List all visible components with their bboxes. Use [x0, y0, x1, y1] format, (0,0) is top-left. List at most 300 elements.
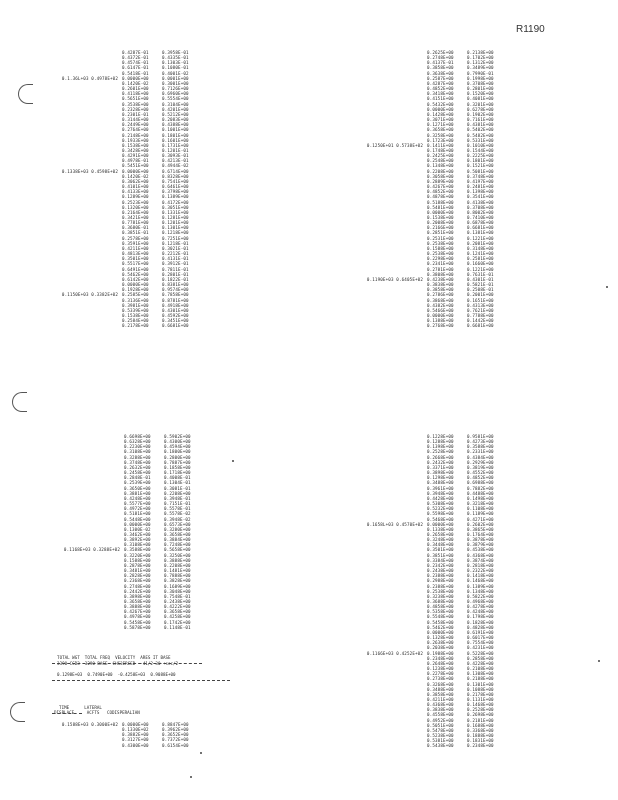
value-col-1: 0.1411E+00	[427, 142, 454, 148]
value-col-2: 0.7858E+00	[162, 292, 189, 298]
value-col-1: 0.1398E+00	[427, 444, 454, 450]
value-col-1: 0.1588E+00	[124, 557, 151, 563]
value-col-1: 0.2548E+00	[427, 158, 454, 164]
summary-header: ARES IT BASE	[140, 655, 171, 660]
value-col-2: 0.3962E+00	[162, 727, 189, 733]
value-col-1: 0.4852E+00	[427, 86, 454, 92]
value-col-2: 0.6681E+00	[467, 323, 494, 329]
value-col-2: 0.2481E+00	[467, 184, 494, 190]
data-row	[122, 743, 189, 748]
value-col-2: 0.4131E-01	[162, 256, 189, 262]
value-col-1: 0.1538E+00	[122, 312, 149, 318]
value-col-2: 0.2581E+00	[467, 256, 494, 262]
value-col-1: 0.7781E+00	[122, 220, 149, 226]
value-col-1: 0.5462E+00	[427, 624, 454, 630]
value-col-2: 0.6960E+00	[162, 91, 189, 97]
value-col-2: 0.1108E+00	[467, 506, 494, 512]
value-col-2: 0.2081E+00	[467, 240, 494, 246]
value-col-2: 0.3489E+00	[467, 65, 494, 71]
value-col-2: 0.9574E+00	[162, 287, 189, 293]
value-col-1: 0.2828E+00	[124, 573, 151, 579]
case-label: 0.1338E+03 0.4598E+02	[61, 168, 118, 174]
value-col-2: 0.7248E+00	[164, 542, 191, 548]
value-col-1: 0.4852E+00	[427, 189, 454, 195]
value-col-1: 0.3448E+00	[427, 542, 454, 548]
value-col-2: 0.7882E+00	[467, 485, 494, 491]
summary-subheader: 3290 BASE	[84, 661, 108, 666]
table2-header: ACFTS	[86, 710, 100, 715]
value-col-2: 0.2528E+00	[467, 707, 494, 713]
value-col-2: 0.8781E+00	[162, 297, 189, 303]
summary-value: 0.9088E+00	[150, 672, 176, 677]
value-col-2: 0.8847E+00	[162, 722, 189, 727]
value-col-2: 0.6878E+00	[467, 220, 494, 226]
summary-subheader: -41/2 30 +sec/2	[140, 661, 179, 666]
value-col-1: 0.3481E+00	[124, 568, 151, 574]
value-col-2: 0.4271E+00	[467, 516, 494, 522]
value-col-2: 0.4384E+00	[467, 454, 494, 460]
value-col-2: 0.3958E-01	[162, 50, 189, 55]
value-col-2: 0.3093E-01	[162, 153, 189, 159]
value-col-2: 0.2800E+00	[164, 454, 191, 460]
value-col-2: 0.4918E+00	[162, 302, 189, 308]
value-col-2: 0.9581E+00	[467, 434, 494, 439]
value-col-2: 0.4197E+00	[467, 178, 494, 184]
speck	[606, 286, 608, 288]
value-col-1: 0.3238E+00	[427, 593, 454, 599]
value-col-1: 0.4878E+00	[427, 194, 454, 200]
value-col-1: 0.1289E+00	[122, 194, 149, 200]
value-col-1: 0.1723E+00	[427, 137, 454, 143]
value-col-2: 0.4301E-01	[467, 276, 494, 282]
speck	[200, 752, 202, 754]
value-col-1: 0.2531E+00	[427, 235, 454, 241]
value-col-2: 0.3652E+00	[162, 732, 189, 738]
value-col-1: 0.5051E+00	[427, 722, 454, 728]
value-col-1: 0.2578E+00	[122, 235, 149, 241]
value-col-2: 0.6714E+00	[162, 168, 189, 174]
value-col-2: 0.1442E+00	[467, 318, 494, 324]
value-col-1: 0.0000E+00	[427, 521, 454, 527]
value-col-2: 0.3948E-01	[164, 495, 191, 501]
value-col-1: 0.0000E+00	[122, 75, 149, 81]
value-col-1: 0.2038E+00	[427, 645, 454, 651]
summary-values	[52, 667, 176, 677]
value-col-1: 0.2538E+00	[427, 251, 454, 257]
value-col-2: 0.7251E+00	[162, 235, 189, 241]
value-col-1: 0.6142E+00	[122, 276, 149, 282]
value-col-2: 0.2208E+00	[164, 562, 191, 568]
value-col-2: 0.5578E-01	[164, 506, 191, 512]
value-col-1: 0.1388E+00	[427, 318, 454, 324]
value-col-2: 0.1389E+00	[467, 583, 494, 589]
value-col-1: 0.5458E+00	[124, 619, 151, 625]
value-col-1: 0.3650E+00	[124, 485, 151, 491]
value-col-2: 0.3048E+00	[164, 588, 191, 594]
value-col-1: 0.2538E+00	[427, 588, 454, 594]
value-col-1: 0.3062E+00	[122, 178, 149, 184]
value-col-2: 0.1080E-01	[162, 65, 189, 71]
value-col-1: 0.4267E+00	[427, 184, 454, 190]
value-col-1: 0.4211E+00	[427, 696, 454, 702]
value-col-2: 0.1189E+00	[467, 511, 494, 517]
value-col-2: 0.1218E-01	[162, 240, 189, 246]
value-col-2: 0.2083E+00	[162, 117, 189, 123]
value-col-1: 0.1420E-02	[122, 173, 149, 179]
value-col-2: 0.5902E+00	[164, 434, 191, 439]
value-col-1: 0.0000E+00	[122, 722, 149, 727]
value-col-1: 0.1330E+02	[122, 727, 149, 733]
value-col-1: 0.5468E+00	[427, 516, 454, 522]
value-col-2: 0.1801E+00	[467, 158, 494, 164]
value-col-1: 0.5308E+00	[427, 501, 454, 507]
case-label: 0.1588E+03 0.3000E+02	[61, 722, 118, 727]
value-col-1: 0.3680E-01	[122, 225, 149, 231]
value-col-2: 0.5658E+00	[164, 547, 191, 553]
value-col-1: 0.2164E+00	[122, 209, 149, 215]
value-col-2: 0.2818E+00	[467, 562, 494, 568]
value-col-1: 0.3688E+00	[427, 599, 454, 604]
value-col-2: 0.5554E+00	[162, 96, 189, 102]
value-col-1: 0.3658E+00	[124, 599, 151, 604]
value-col-1: 0.3428E+00	[122, 147, 149, 153]
value-col-1: 0.3501E+00	[427, 547, 454, 553]
binder-hole	[12, 392, 27, 412]
value-col-2: 0.7621E+00	[467, 307, 494, 313]
value-col-2: 0.7126E+00	[162, 86, 189, 92]
value-col-2: 0.1800E+00	[164, 449, 191, 455]
summary-value: 0.1298E+03	[57, 672, 83, 677]
value-col-1: 0.1300E-02	[124, 526, 151, 532]
value-col-2: 0.3708E+00	[467, 204, 494, 210]
value-col-1: 0.5466E+00	[427, 307, 454, 313]
value-col-1: 0.1338E+00	[427, 526, 454, 532]
value-col-1: 0.5598E+00	[427, 511, 454, 517]
value-col-2: 0.3874E+00	[467, 557, 494, 563]
value-col-2: 0.4278E+00	[467, 604, 494, 610]
value-col-1: 0.2748E+00	[427, 55, 454, 61]
value-col-2: 0.1689E+00	[164, 583, 191, 589]
value-col-1: 0.2638E+00	[427, 640, 454, 646]
value-col-2: 0.4388E+00	[162, 122, 189, 128]
value-col-2: 0.6191E+00	[467, 629, 494, 635]
binder-hole	[10, 702, 25, 722]
value-col-1: 0.2584E+00	[122, 318, 149, 324]
value-col-1: 0.3488E+00	[427, 480, 454, 486]
value-col-2: 0.7410E+00	[467, 215, 494, 220]
value-col-2: 0.4301E+00	[162, 307, 189, 313]
value-col-2: 0.2331E+00	[467, 449, 494, 455]
value-col-2: 0.6154E+00	[162, 742, 189, 748]
separator	[52, 663, 202, 664]
value-col-2: 0.5482E+00	[467, 132, 494, 138]
value-col-2: 0.1888E+00	[467, 733, 494, 739]
value-col-1: 0.2768E+00	[427, 323, 454, 329]
case-label: 0.1.36L+03 0.4978E+02	[61, 75, 118, 81]
value-col-2: 0.3081E-01	[164, 485, 191, 491]
value-col-1: 0.4151E+00	[427, 96, 454, 102]
value-col-1: 0.3881E+00	[124, 490, 151, 496]
value-col-1: 0.4133E+00	[122, 189, 149, 195]
value-col-1: 0.3808E+00	[427, 271, 454, 277]
value-col-2: 0.5822E+00	[467, 593, 494, 599]
value-col-1: 0.5418E-01	[122, 70, 149, 76]
value-col-2: 0.1381E+00	[467, 230, 494, 236]
value-col-2: 0.1331E+00	[162, 209, 189, 215]
value-col-1: 0.3268E+00	[427, 681, 454, 687]
case-label: 0.1190E+03 0.6405E+02	[366, 276, 423, 282]
value-col-1: 0.4300E+00	[122, 742, 149, 748]
value-col-2: 0.4944E-02	[162, 163, 189, 169]
value-col-1: 0.3838E+00	[427, 282, 454, 288]
data-block-top-right	[355, 50, 494, 328]
value-col-1: 0.2848E-01	[124, 475, 151, 481]
value-col-1: 0.3898E+00	[124, 593, 151, 599]
value-col-2: 0.7811E-01	[162, 266, 189, 272]
value-col-2: 0.3912E-01	[162, 261, 189, 267]
value-col-2: 0.4381E+00	[467, 122, 494, 128]
case-label: 0.1166E+03 0.4252E+02	[366, 650, 423, 656]
value-col-2: 0.4172E+00	[162, 199, 189, 205]
value-col-1: 0.4267E+00	[124, 609, 151, 615]
value-col-2: 0.1308E+00	[467, 671, 494, 677]
value-col-1: 0.4972E+00	[124, 506, 151, 512]
value-col-1: 0.4382E+00	[427, 302, 454, 308]
value-col-1: 0.2585E+00	[122, 292, 149, 298]
value-col-1: 0.3144E+00	[122, 117, 149, 123]
value-col-2: 0.0001E+00	[162, 75, 189, 81]
value-col-2: 0.1131E+00	[467, 696, 494, 702]
value-col-2: 0.6681E+00	[162, 323, 189, 329]
value-col-1: 0.3858E+00	[427, 287, 454, 293]
value-col-2: 0.1001E+00	[162, 127, 189, 133]
value-col-1: 0.1928E+00	[122, 287, 149, 293]
value-col-1: 0.5339E+00	[122, 307, 149, 313]
value-col-1: 0.3421E+00	[122, 215, 149, 220]
value-col-2: 0.2801E-01	[162, 271, 189, 277]
value-col-1: 0.2348E+00	[427, 655, 454, 661]
value-col-1: 0.0000E+00	[122, 168, 149, 174]
value-col-1: 0.2658E+00	[427, 531, 454, 537]
value-col-2: 0.1498E+00	[467, 495, 494, 501]
value-col-1: 0.3501E+00	[122, 256, 149, 262]
value-col-2: 0.3280E+00	[164, 526, 191, 532]
value-col-2: 0.1831E+00	[467, 738, 494, 744]
value-col-1: 0.0000E+00	[122, 282, 149, 288]
value-col-1: 0.1288E+00	[427, 439, 454, 445]
value-col-2: 0.3658E+00	[164, 609, 191, 615]
value-col-2: 0.6988E+00	[467, 480, 494, 486]
value-col-1: 0.5651E+00	[122, 96, 149, 102]
value-col-2: 0.1544E+00	[467, 147, 494, 153]
value-col-2: 0.1798E+00	[467, 614, 494, 620]
value-col-1: 0.2388E+00	[427, 583, 454, 589]
value-col-1: 0.2301E-01	[122, 111, 149, 117]
value-col-1: 0.2298E+00	[427, 256, 454, 262]
value-col-2: 0.1858E+00	[164, 464, 191, 470]
value-col-2: 0.1418E+00	[467, 573, 494, 579]
value-col-2: 0.8381E+00	[162, 282, 189, 288]
value-col-1: 0.0000E+00	[124, 521, 151, 527]
value-col-2: 0.7990E-01	[467, 70, 494, 76]
value-col-1: 0.2388E+00	[427, 573, 454, 579]
value-col-2: 0.1998E+00	[467, 75, 494, 81]
value-col-1: 0.2625E+00	[427, 50, 454, 55]
value-col-1: 0.3384E+00	[427, 557, 454, 563]
value-col-1: 0.5481E+00	[427, 204, 454, 210]
value-col-2: 0.8328E+00	[162, 173, 189, 179]
table2-header: TIME	[59, 705, 70, 710]
value-col-2: 0.1348E+00	[467, 588, 494, 594]
value-col-1: 0.3108E+00	[124, 542, 151, 548]
value-col-1: 0.1428E+00	[427, 111, 454, 117]
value-col-2: 0.1718E+00	[164, 470, 191, 476]
value-col-2: 0.8002E+00	[467, 209, 494, 215]
value-col-1: 0.5358E+00	[427, 609, 454, 615]
value-col-2: 0.3708E+00	[467, 80, 494, 86]
value-col-1: 0.4978E-01	[122, 158, 149, 164]
value-col-2: 0.7554E+00	[467, 640, 494, 646]
value-col-1: 0.1271E+00	[427, 122, 454, 128]
value-col-2: 0.1651E+00	[467, 297, 494, 303]
value-col-2: 0.4273E+00	[467, 439, 494, 445]
value-col-1: 0.5381E+00	[427, 738, 454, 744]
value-col-1: 0.2342E+00	[427, 562, 454, 568]
value-col-2: 0.6573E+00	[164, 521, 191, 527]
value-col-1: 0.3888E+00	[124, 604, 151, 610]
value-col-2: 0.7888E+00	[164, 573, 191, 579]
value-col-1: 0.2632E+00	[124, 464, 151, 470]
value-col-1: 0.1320E+00	[122, 204, 149, 210]
value-col-2: 0.2508E-01	[467, 287, 494, 293]
value-col-1: 0.3136E+00	[122, 297, 149, 303]
value-col-2: 0.1088E+00	[467, 686, 494, 692]
value-col-2: 0.5402E+00	[467, 127, 494, 133]
value-col-1: 0.3248E+00	[427, 537, 454, 543]
value-col-1: 0.4287E-01	[122, 50, 149, 55]
value-col-1: 0.3462E+00	[124, 531, 151, 537]
value-col-2: 0.4313E+00	[467, 302, 494, 308]
value-col-2: 0.3201E+00	[467, 101, 494, 107]
value-col-2: 0.5578E-02	[164, 511, 191, 517]
value-col-1: 0.1298E+00	[427, 475, 454, 481]
value-col-1: 0.2878E+00	[124, 562, 151, 568]
data-row	[124, 625, 191, 630]
value-col-1: 0.2538E+00	[427, 240, 454, 246]
value-col-2: 0.3368E+00	[467, 727, 494, 733]
value-col-2: 0.1389E+00	[162, 194, 189, 200]
value-col-1: 0.3851E+00	[427, 552, 454, 558]
value-col-1: 0.4248E+00	[124, 495, 151, 501]
value-col-1: 0.5478E+00	[427, 727, 454, 733]
value-col-1: 0.2368E+00	[124, 578, 151, 584]
value-col-2: 0.3588E+00	[467, 444, 494, 450]
value-col-1: 0.3288E+00	[124, 454, 151, 460]
value-col-1: 0.2528E+00	[427, 449, 454, 455]
value-col-2: 0.3884E+00	[164, 537, 191, 543]
value-col-2: 0.3148E+00	[467, 245, 494, 251]
value-col-2: 0.2001E+00	[467, 292, 494, 298]
value-col-2: 0.4081E+00	[467, 96, 494, 102]
summary-header: TOTAL WGT	[57, 655, 80, 660]
value-col-1: 0.3071E+00	[427, 117, 454, 123]
value-col-2: 0.1801E+00	[162, 132, 189, 138]
value-col-1: 0.2851E+00	[427, 230, 454, 236]
value-col-1: 0.2341E+00	[427, 261, 454, 267]
value-col-2: 0.1822E-01	[162, 276, 189, 282]
data-block-bottom-right	[355, 434, 494, 749]
value-col-2: 0.7887E+00	[164, 459, 191, 465]
value-col-2: 0.1764E+00	[467, 531, 494, 537]
value-col-1: 0.2458E+00	[124, 470, 151, 476]
value-col-1: 0.6147E-01	[122, 65, 149, 71]
value-col-2: 0.7788E+00	[467, 312, 494, 318]
value-col-2: 0.1201E+00	[162, 220, 189, 226]
value-col-2: 0.2438E+00	[164, 599, 191, 604]
value-col-2: 0.3828E+00	[164, 578, 191, 584]
value-col-1: 0.4137E-01	[427, 60, 454, 66]
value-col-2: 0.3021E-01	[162, 245, 189, 251]
value-col-1: 0.1748E+00	[427, 147, 454, 153]
value-col-2: 0.7548E-01	[164, 593, 191, 599]
value-col-1: 0.3127E+00	[122, 737, 149, 743]
value-col-1: 0.2539E+00	[124, 480, 151, 486]
value-col-1: 0.5181E+00	[124, 511, 151, 517]
value-col-2: 0.6461E+00	[162, 184, 189, 190]
value-col-1: 0.5517E+00	[122, 261, 149, 267]
value-col-2: 0.7631E-01	[467, 271, 494, 277]
value-col-1: 0.3418E+00	[427, 91, 454, 97]
value-col-1: 0.2587E+00	[427, 75, 454, 81]
value-col-1: 0.5462E+00	[122, 271, 149, 277]
value-col-1: 0.3748E+00	[124, 459, 151, 465]
value-col-2: 0.2212E-01	[162, 251, 189, 257]
value-col-2: 0.3748E+00	[467, 173, 494, 179]
value-col-2: 0.1468E+00	[467, 702, 494, 708]
value-col-1: 0.2648E+00	[427, 660, 454, 666]
value-col-1: 0.2425E+00	[427, 153, 454, 159]
value-col-2: 0.3878E+00	[467, 537, 494, 543]
value-col-1: 0.3638E+00	[427, 70, 454, 76]
value-col-2: 0.5228E+00	[467, 650, 494, 656]
value-col-1: 0.1228E+00	[427, 434, 454, 439]
value-col-1: 0.3961E+00	[427, 485, 454, 491]
value-col-2: 0.2225E+00	[467, 153, 494, 159]
summary-value: -0.4258E+03	[117, 672, 146, 677]
summary-subheaders	[52, 656, 178, 666]
value-col-1: 0.2668E+00	[427, 454, 454, 460]
value-col-2: 0.1660E+00	[467, 261, 494, 267]
value-col-2: 0.2858E+00	[467, 655, 494, 661]
value-col-2: 0.4828E+00	[467, 624, 494, 630]
value-col-2: 0.4008E-01	[164, 475, 191, 481]
value-col-2: 0.4552E+00	[467, 470, 494, 476]
value-col-2: 0.2801E+00	[467, 86, 494, 92]
value-col-2: 0.1301E+00	[162, 225, 189, 231]
value-col-1: 0.3058E+00	[427, 173, 454, 179]
value-col-2: 0.3865E+00	[467, 526, 494, 532]
value-col-2: 0.1010E+00	[467, 142, 494, 148]
value-col-2: 0.1281E+00	[162, 215, 189, 220]
value-col-1: 0.2432E+00	[427, 459, 454, 465]
value-col-2: 0.1303E-01	[162, 60, 189, 66]
value-col-2: 0.1221E+00	[467, 266, 494, 272]
value-col-1: 0.3892E+00	[124, 537, 151, 543]
value-col-1: 0.4101E+00	[122, 184, 149, 190]
speck	[232, 460, 234, 462]
value-col-1: 0.4291E+00	[122, 153, 149, 159]
value-col-1: 0.1933E+00	[122, 137, 149, 143]
